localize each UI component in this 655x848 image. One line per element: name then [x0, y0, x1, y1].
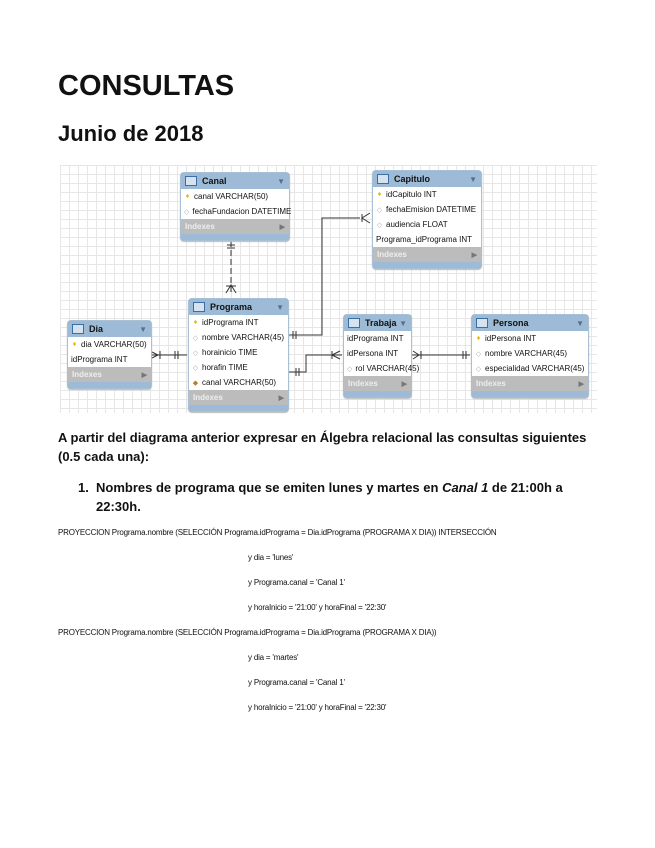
indexes-bar[interactable]: Indexes ▶: [344, 376, 411, 391]
key-icon: ♦: [193, 319, 198, 326]
expand-arrow-icon: ▶: [141, 371, 147, 379]
expand-arrow-icon: ▶: [578, 380, 584, 388]
dropdown-arrow-icon[interactable]: ▼: [576, 318, 584, 328]
indexes-bar[interactable]: Indexes ▶: [181, 219, 289, 234]
dropdown-arrow-icon[interactable]: ▼: [469, 174, 477, 184]
table-name: Capitulo: [394, 174, 430, 184]
table-name: Trabaja: [365, 318, 397, 328]
diamond-icon: ◇: [376, 206, 383, 214]
column-row: ◇ nombre VARCHAR(45): [475, 349, 568, 358]
column-row: ◇ horainicio TIME: [192, 348, 258, 357]
diamond-icon: ◇: [376, 221, 383, 229]
column-row: ◆ canal VARCHAR(50): [192, 378, 277, 387]
column-row: ◇ especialidad VARCHAR(45): [475, 364, 585, 373]
column-row: ◇ fechaEmision DATETIME: [376, 205, 477, 214]
column-row: ♦ idPersona INT: [476, 334, 537, 343]
question-number: 1.: [78, 480, 89, 495]
table-icon: [72, 324, 84, 334]
diamond-icon: ◇: [184, 208, 190, 216]
table-icon: [193, 302, 205, 312]
expand-arrow-icon: ▶: [279, 223, 285, 231]
expand-arrow-icon: ▶: [471, 251, 477, 259]
expand-arrow-icon: ▶: [401, 380, 407, 388]
key-icon: ♦: [185, 193, 190, 200]
table-icon: [476, 318, 488, 328]
answer-line: y Programa.canal = 'Canal 1': [248, 578, 345, 587]
diamond-icon: ◇: [192, 334, 199, 342]
diamond-icon: ◇: [347, 365, 353, 373]
diamond-icon: ◇: [475, 350, 482, 358]
key-icon: ♦: [476, 335, 481, 342]
table-canal[interactable]: [180, 172, 290, 241]
answer-line: PROYECCION Programa.nombre (SELECCIÓN Programa.idPrograma = Dia.idPrograma (PROGRAMA X DIA)): [58, 628, 437, 637]
column-row: ◇ fechaFundacion DATETIME: [184, 207, 292, 216]
question-text: Nombres de programa que se emiten lunes y martes en Canal 1 de 21:00h a 22:30h.: [96, 480, 563, 514]
dropdown-arrow-icon[interactable]: ▼: [139, 324, 147, 334]
indexes-bar[interactable]: Indexes ▶: [373, 247, 481, 262]
table-capitulo[interactable]: [372, 170, 482, 269]
table-name: Dia: [89, 324, 104, 334]
dropdown-arrow-icon[interactable]: ▼: [276, 302, 284, 312]
intro-paragraph: A partir del diagrama anterior expresar en Álgebra relacional las consultas siguientes (0.5 cada una):: [58, 430, 587, 464]
column-row: ◇ horafin TIME: [192, 363, 248, 372]
table-trabaja[interactable]: [343, 314, 420, 398]
column-row: Programa_idPrograma INT: [376, 235, 473, 244]
indexes-bar[interactable]: Indexes ▶: [189, 390, 288, 405]
dropdown-arrow-icon[interactable]: ▼: [399, 318, 407, 328]
key-icon: ♦: [72, 341, 77, 348]
answer-line: y horaInicio = '21:00' y horaFinal = '22:30': [248, 603, 387, 612]
table-icon: [377, 174, 389, 184]
table-programa[interactable]: [188, 298, 289, 412]
answer-line: y Programa.canal = 'Canal 1': [248, 678, 345, 687]
column-row: ♦ idPrograma INT: [193, 318, 259, 327]
table-icon: [348, 318, 360, 328]
expand-arrow-icon: ▶: [278, 394, 284, 402]
column-row: idPrograma INT: [71, 355, 128, 364]
page-subtitle: Junio de 2018: [58, 121, 204, 146]
er-diagram: [60, 165, 597, 413]
answer-line: y dia = 'martes': [248, 653, 299, 662]
foreign-key-icon: ◆: [192, 379, 199, 387]
answer-line: y horaInicio = '21:00' y horaFinal = '22:30': [248, 703, 387, 712]
column-row: ◇ audiencia FLOAT: [376, 220, 448, 229]
table-name: Programa: [210, 302, 253, 312]
column-row: ♦ idCapitulo INT: [377, 190, 437, 199]
page-title: CONSULTAS: [58, 70, 235, 102]
indexes-bar[interactable]: Indexes ▶: [472, 376, 588, 391]
table-dia[interactable]: [67, 320, 152, 389]
column-row: ◇ rol VARCHAR(45): [347, 364, 420, 373]
diamond-icon: ◇: [192, 349, 199, 357]
table-name: Persona: [493, 318, 529, 328]
column-row: ◇ nombre VARCHAR(45): [192, 333, 285, 342]
key-icon: ♦: [377, 191, 382, 198]
column-row: idPersona INT: [347, 349, 399, 358]
table-persona[interactable]: [471, 314, 589, 398]
indexes-bar[interactable]: Indexes ▶: [68, 367, 151, 382]
column-row: ♦ canal VARCHAR(50): [185, 192, 269, 201]
dropdown-arrow-icon[interactable]: ▼: [277, 176, 285, 186]
diamond-icon: ◇: [192, 364, 199, 372]
diamond-icon: ◇: [475, 365, 482, 373]
column-row: idPrograma INT: [347, 334, 404, 343]
answer-line: y dia = 'lunes': [248, 553, 294, 562]
table-icon: [185, 176, 197, 186]
answer-line: PROYECCION Programa.nombre (SELECCIÓN Programa.idPrograma = Dia.idPrograma (PROGRAMA X DIA)) INTERSECCIÓN: [58, 528, 497, 537]
column-row: ♦ dia VARCHAR(50): [72, 340, 147, 349]
table-name: Canal: [202, 176, 227, 186]
